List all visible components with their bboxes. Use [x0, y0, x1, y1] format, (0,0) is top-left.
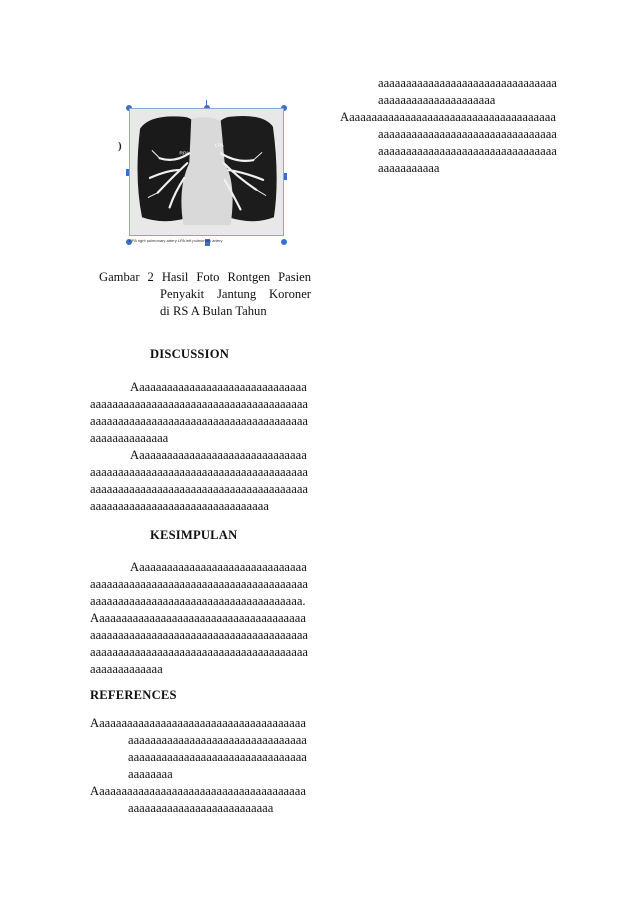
figure-caption	[99, 269, 311, 320]
xray-label-rpa: RPA	[179, 151, 190, 157]
figure-side-mark: )	[118, 140, 122, 152]
discussion-paragraph-2: Aaaaaaaaaaaaaaaaaaaaaaaaaaaaaaaaaaaaaaaaaaaaaaaaaaaaaaaaaaaaaaaaaaaaaaaaaaaaaaaaaaaaaaaaaaaaaaaaaaaaaaaaaaaaaaaaaaaaaaaaaaaaaaaaaaaaaaaaaaaaa	[90, 448, 308, 513]
reference-entry-3: Aaaaaaaaaaaaaaaaaaaaaaaaaaaaaaaaaaaaaaaaaaaaaaaaaaaaaaaaaaaaaaaaaaaaaaaaaaaaaaaaaaaaaaaaaaaaaaaaaaaaaaaaaaaaaaaaa	[340, 110, 557, 175]
reference-continuation: aaaaaaaaaaaaaaaaaaaaaaaaaaaaaaaaaaaaaaaaaaaaaaaaaaaaa	[378, 76, 557, 107]
references-list	[90, 715, 308, 817]
xray-graphic	[130, 109, 283, 235]
kesimpulan-heading: KESIMPULAN	[150, 528, 238, 542]
discussion-body	[90, 379, 308, 515]
right-column-references	[340, 75, 560, 177]
kesimpulan-paragraph: Aaaaaaaaaaaaaaaaaaaaaaaaaaaaaaaaaaaaaaaaaaaaaaaaaaaaaaaaaaaaaaaaaaaaaaaaaaaaaaaaaaaaaaaaaaaaaaaaaaaaaaaaaaaa.Aaaaaaaaaaaaaaaaaaaaaaaaaaaaaaaaaaaaaaaaaaaaaaaaaaaaaaaaaaaaaaaaaaaaaaaaaaaaaaaaaaaaaaaaaaaaaaaaaaaaaaaaaaaaaaaaaaaaaaaaaaaaaaaaa	[90, 560, 308, 676]
reference-entry-2: Aaaaaaaaaaaaaaaaaaaaaaaaaaaaaaaaaaaaaaaaaaaaaaaaaaaaaaaaaaaaaaaa	[90, 784, 306, 815]
figure-chest-xray[interactable]	[118, 100, 290, 250]
xray-legend-strip: RPA right pulmonary artery LPA left pulmonary artery	[129, 238, 223, 243]
xray-label-lpa: LPA	[214, 143, 224, 149]
references-heading: REFERENCES	[90, 688, 177, 702]
discussion-heading: DISCUSSION	[150, 347, 229, 361]
caption-line-3: di RS A Bulan Tahun	[160, 304, 267, 318]
caption-line-1: Gambar 2 Hasil Foto Rontgen Pasien	[99, 270, 311, 284]
kesimpulan-body	[90, 559, 308, 678]
reference-entry-1: Aaaaaaaaaaaaaaaaaaaaaaaaaaaaaaaaaaaaaaaaaaaaaaaaaaaaaaaaaaaaaaaaaaaaaaaaaaaaaaaaaaaaaaaaaaaaaaaaaaaaaaaaaaaaaa	[90, 716, 307, 781]
caption-line-2: Penyakit Jantung Koroner	[160, 287, 311, 301]
xray-image	[129, 108, 284, 236]
discussion-paragraph-1: Aaaaaaaaaaaaaaaaaaaaaaaaaaaaaaaaaaaaaaaaaaaaaaaaaaaaaaaaaaaaaaaaaaaaaaaaaaaaaaaaaaaaaaaaaaaaaaaaaaaaaaaaaaaaaaaaaaaaaaaaaaa	[90, 380, 308, 445]
